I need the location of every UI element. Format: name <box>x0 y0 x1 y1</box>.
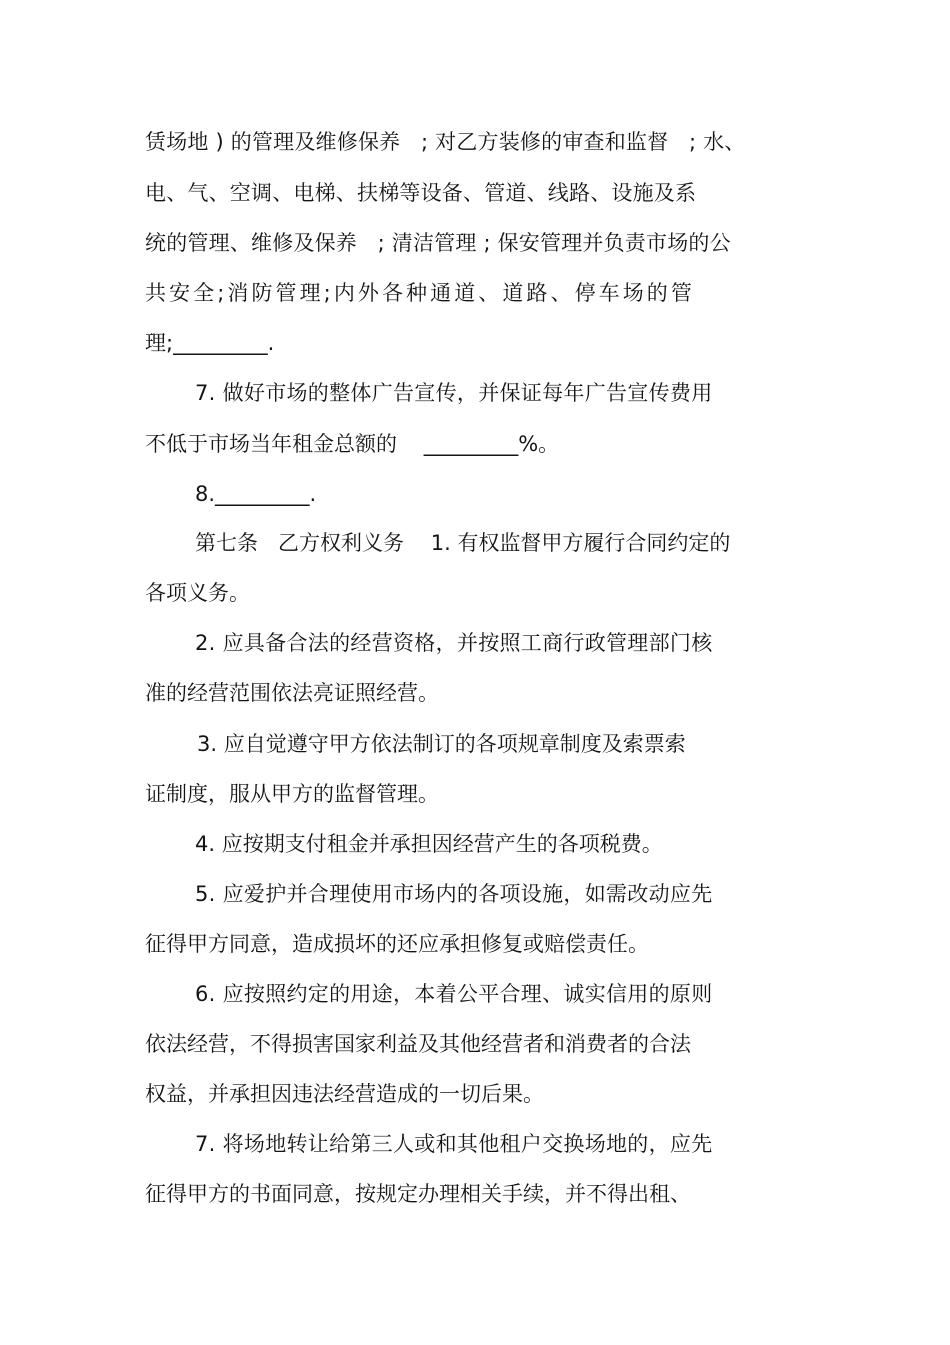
text-line: 电、气、空调、电梯、扶梯等设备、管道、线路、设施及系 <box>145 181 697 205</box>
text-line: 赁场地 ) 的管理及维修保养 ; 对乙方装修的审查和监督 ; 水、 <box>145 130 746 154</box>
text-line: 8._________. <box>195 482 317 506</box>
text-line: 理;_________. <box>145 331 275 355</box>
text-line: 各项义务。 <box>145 581 250 605</box>
text-line: 证制度，服从甲方的监督管理。 <box>145 782 439 806</box>
text-line: 依法经营，不得损害国家利益及其他经营者和消费者的合法 <box>145 1032 691 1056</box>
text-line: 不低于市场当年租金总额的 _________%。 <box>145 432 560 456</box>
text-line: 3. 应自觉遵守甲方依法制订的各项规章制度及索票索 <box>197 732 686 756</box>
text-line: 4. 应按期支付租金并承担因经营产生的各项税费。 <box>195 832 663 856</box>
text-line: 准的经营范围依法亮证照经营。 <box>145 681 439 705</box>
text-line: 7. 将场地转让给第三人或和其他租户交换场地的，应先 <box>195 1132 713 1156</box>
text-line: 统的管理、维修及保养 ; 清洁管理 ; 保安管理并负责市场的公 <box>145 231 731 255</box>
text-line: 第七条 乙方权利义务 1. 有权监督甲方履行合同约定的 <box>195 531 731 555</box>
text-line: 6. 应按照约定的用途，本着公平合理、诚实信用的原则 <box>195 982 713 1006</box>
text-line: 征得甲方的书面同意，按规定办理相关手续，并不得出租、 <box>145 1182 691 1206</box>
text-line: 共 安 全 ; 消 防 管 理 ; 内 外 各 种 通 道 、 道 路 、 停 车 场 的 管 <box>145 281 691 305</box>
text-line: 征得甲方同意，造成损坏的还应承担修复或赔偿责任。 <box>145 932 649 956</box>
text-line: 7. 做好市场的整体广告宣传，并保证每年广告宣传费用 <box>195 381 713 405</box>
text-line: 2. 应具备合法的经营资格，并按照工商行政管理部门核 <box>195 631 713 655</box>
text-line: 权益，并承担因违法经营造成的一切后果。 <box>145 1082 544 1106</box>
text-line: 5. 应爱护并合理使用市场内的各项设施，如需改动应先 <box>195 882 713 906</box>
